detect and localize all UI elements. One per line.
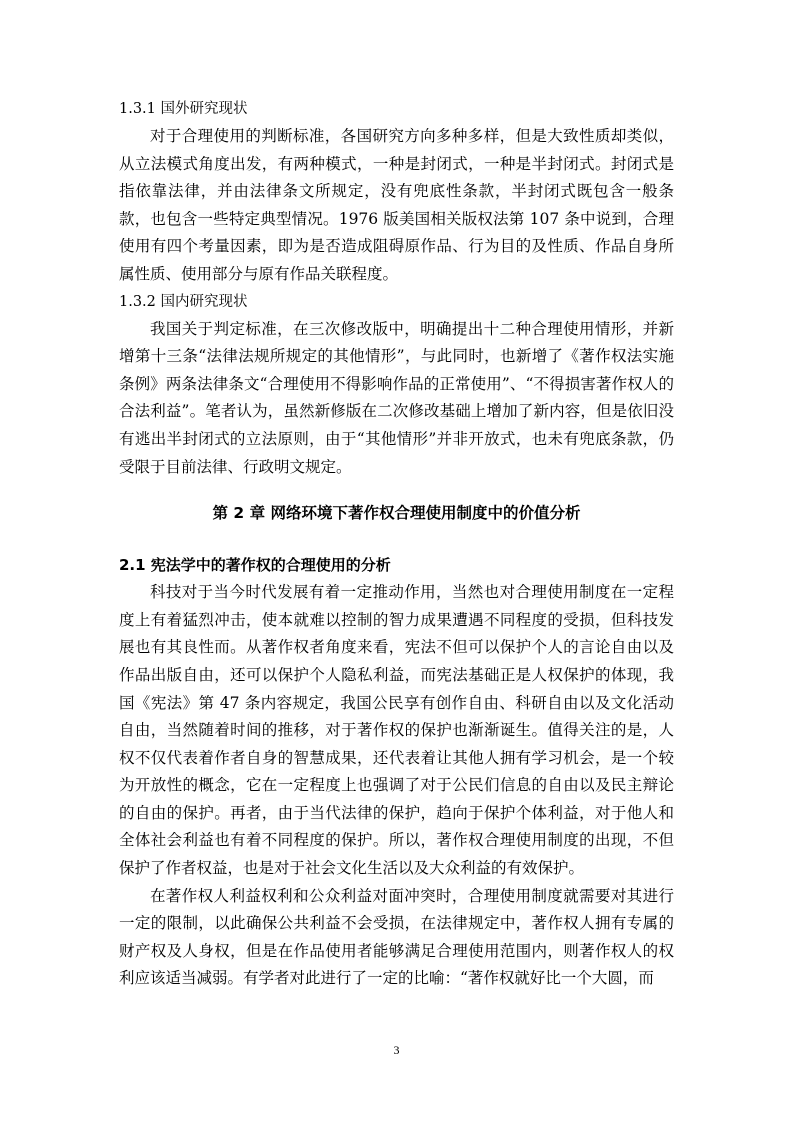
paragraph-domestic-research: 我国关于判定标准，在三次修改版中，明确提出十二种合理使用情形，并新增第十三条“法律法规所规定的其他情形”，与此同时，也新增了《著作权法实施条例》两条法律条文“合理使用不得影响作品的正常使用”、“不得损害著作权人的合法利益”。笔者认为，虽然新修版在二次修改基础上增加了新内容，但是依旧没有逃出半封闭式的立法原则，由于“其他情形”并非开放式，也未有兜底条款，仍受限于目前法律、行政明文规定。 — [119, 319, 674, 476]
page-number: 3 — [393, 1043, 400, 1057]
paragraph-section-2-1-second: 在著作权人利益权利和公众利益对面冲突时，合理使用制度就需要对其进行一定的限制，以此确保公共利益不会受损，在法律规定中，著作权人拥有专属的财产权及人身权，但是在作品使用者能够满足合理使用范围内，则著作权人的权利应该适当减弱。有学者对此进行了一定的比喻：“著作权就好比一个大圆，而 — [119, 886, 674, 988]
chapter-title: 第 2 章 网络环境下著作权合理使用制度中的价值分析 — [212, 504, 581, 523]
paragraph-section-2-1-first: 科技对于当今时代发展有着一定推动作用，当然也对合理使用制度在一定程度上有着猛烈冲击，使本就难以控制的智力成果遭遇不同程度的受损，但科技发展也有其良性而。从著作权者角度来看，宪法不但可以保护个人的言论自由以及作品出版自由，还可以保护个人隐私利益，而宪法基础正是人权保护的体现，我国《宪法》第 47 条内容规定，我国公民享有创作自由、科研自由以及文化活动自由，当然随着时间的推移，对于著作权的保护也渐渐诞生。值得关注的是，人权不仅代表着作者自身的智慧成果，还代表着让其他人拥有学习机会，是一个较为开放性的概念，它在一定程度上也强调了对于公民们信息的自由以及民主辩论的自由的保护。再者，由于当代法律的保护，趋向于保护个体利益，对于他人和全体社会利益也有着不同程度的保护。所以，著作权合理使用制度的出现，不但保护了作者权益，也是对于社会文化生活以及大众利益的有效保护。 — [119, 583, 674, 878]
page-content — [119, 96, 674, 993]
section-heading-2-1: 2.1 宪法学中的著作权的合理使用的分析 — [119, 556, 391, 575]
paragraph-foreign-research: 对于合理使用的判断标准，各国研究方向多种多样，但是大致性质却类似，从立法模式角度出发，有两种模式，一种是封闭式，一种是半封闭式。封闭式是指依靠法律，并由法律条文所规定，没有兜底性条款，半封闭式既包含一般条款，也包含一些特定典型情况。1976 版美国相关版权法第 107 条中说到，合理使用有四个考量因素，即为是否造成阻碍原作品、行为目的及性质、作品自身所属性质、使用部分与原有作品关联程度。 — [119, 127, 674, 283]
subsection-heading-domestic-research: 1.3.2 国内研究现状 — [119, 293, 248, 310]
subsection-heading-foreign-research: 1.3.1 国外研究现状 — [119, 101, 248, 117]
